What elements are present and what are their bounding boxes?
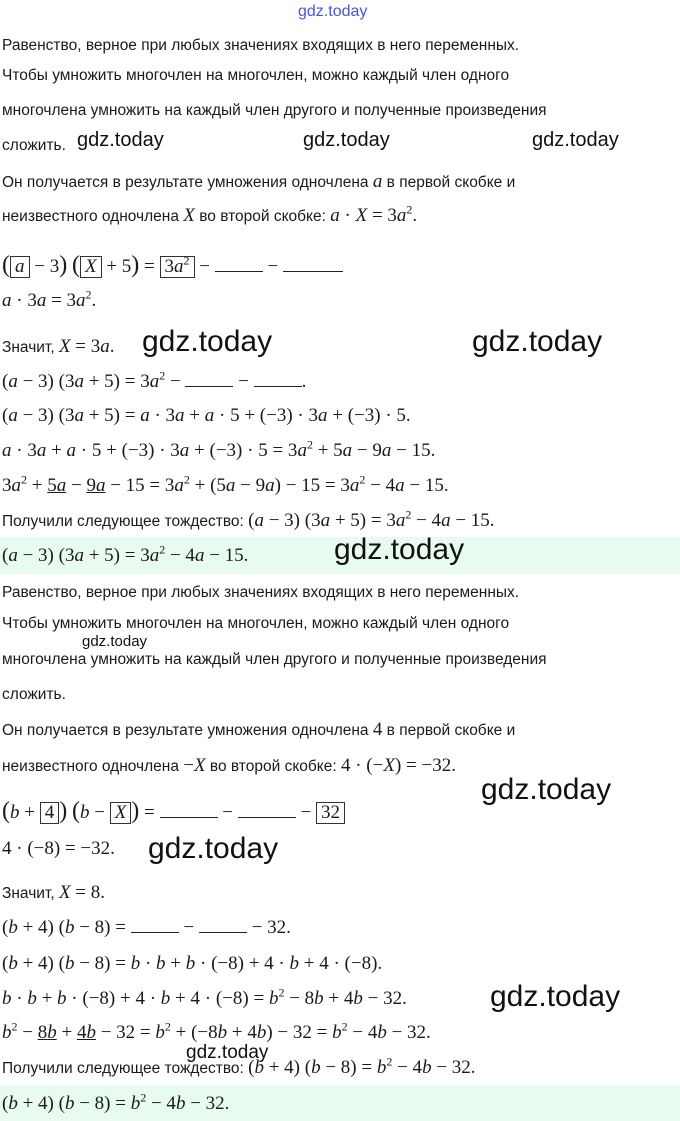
result-line [2,1054,476,1079]
explanation-text: в первой скобке и [382,722,516,739]
watermark: gdz.today [481,773,612,806]
math-line: 4 · (−8) = −32. [2,838,115,859]
conclusion-text: Значит, [2,339,59,356]
explanation-line-1 [2,720,515,741]
math-line: (b + 4) (b − 8) = − − 32. [2,917,291,938]
math: (a − 3) $(3a + 5) = 3a^2 - 4a - 15$. [248,507,495,531]
answer-line: (b + 4) $(b - 8) = b^2 - 4b - 32$. [2,1090,230,1114]
math: $a \cdot X = 3a^2$. [330,202,418,226]
rule-line-2: многочлена умножить на каждый член другого и полученные произведения [2,102,547,119]
math: (b + 4) $(b - 8) = b^2 - 4b - 32$. [248,1054,476,1078]
conclusion-line [2,883,105,904]
math: X = 8. [58,882,106,903]
math-line: $3a^2 + 5a - 9a - 15 = 3a^2 + (5a - 9a) - 15 = 3a^2 - 4a - 15$. [2,472,449,496]
math-line: $a \cdot 3a + a \cdot 5 + (-3) \cdot 3a + (-3) \cdot 5 = 3a^2 + 5a - 9a - 15$. [2,437,436,461]
result-text: Получили следующее тождество: [2,1060,249,1077]
watermark: gdz.today [82,633,148,650]
rule-line-1: Чтобы умножить многочлен на многочлен, можно каждый член одного [2,615,510,632]
watermark: gdz.today [472,325,603,358]
math: 4 · (−X) = −32. [340,755,456,776]
explanation-text: во второй скобке: [205,758,341,775]
explanation-text: Он получается в результате умножения одночлена [2,722,373,739]
definition-identity: Равенство, верное при любых значениях входящих в него переменных. [2,584,520,601]
result-text: Получили следующее тождество: [2,513,249,530]
rule-line-2: многочлена умножить на каждый член другого и полученные произведения [2,651,547,668]
explanation-text: Он получается в результате умножения одночлена [2,174,373,191]
watermark: gdz.today [334,533,465,566]
math-line: (a − 3) $(3a + 5) = 3a^2$ − − . [2,368,307,392]
rule-line-3: сложить. [2,137,66,154]
math: −X [183,755,206,776]
math: X [183,205,195,226]
watermark: gdz.today [77,129,164,151]
watermark-top: gdz.today [298,3,368,20]
watermark: gdz.today [148,832,279,865]
explanation-line-1 [2,172,515,193]
definition-identity: Равенство, верное при любых значениях входящих в него переменных. [2,37,520,54]
rule-line-3: сложить. [2,686,66,703]
math-line: $a \cdot 3a = 3a^2$. [2,287,97,311]
math-line: $b^2 - 8b + 4b - 32 = b^2 + (-8b + 4b) - 32 = b^2 - 4b - 32$. [2,1019,431,1043]
explanation-line-2 [2,202,418,227]
explanation-line-2 [2,756,456,777]
explanation-text: неизвестного одночлена [2,758,184,775]
explanation-text: во второй скобке: [194,208,331,225]
conclusion-text: Значит, [2,885,59,902]
math: X = 3a. [58,336,115,357]
watermark: gdz.today [532,129,619,151]
math: 4 [372,719,383,740]
watermark: gdz.today [186,1042,269,1063]
math-line: (b + 4) (b − 8) = b · b + b · (−8) + 4 · b + 4 · (−8). [2,953,383,974]
math: a [372,171,383,192]
explanation-text: неизвестного одночлена [2,208,184,225]
rule-line-1: Чтобы умножить многочлен на многочлен, можно каждый член одного [2,67,510,84]
watermark: gdz.today [142,325,273,358]
math-line: (a − 3) (3a + 5) = a · 3a + a · 5 + (−3) · 3a + (−3) · 5. [2,405,411,426]
result-line [2,507,495,532]
math-line: $b \cdot b + b \cdot (-8) + 4 \cdot b + 4 \cdot (-8) = b^2 - 8b + 4b - 32$. [2,985,407,1009]
watermark: gdz.today [303,129,390,151]
template-equation: (b + 4 ) (b − X ) = − − 32 [2,801,345,824]
template-equation: ( a − 3) ( $X + 5) = 3a^2$ − − [2,255,343,278]
explanation-text: в первой скобке и [382,174,516,191]
watermark: gdz.today [490,980,621,1013]
conclusion-line [2,337,115,358]
answer-line: (a − 3) $(3a + 5) = 3a^2 - 4a - 15$. [2,542,249,566]
